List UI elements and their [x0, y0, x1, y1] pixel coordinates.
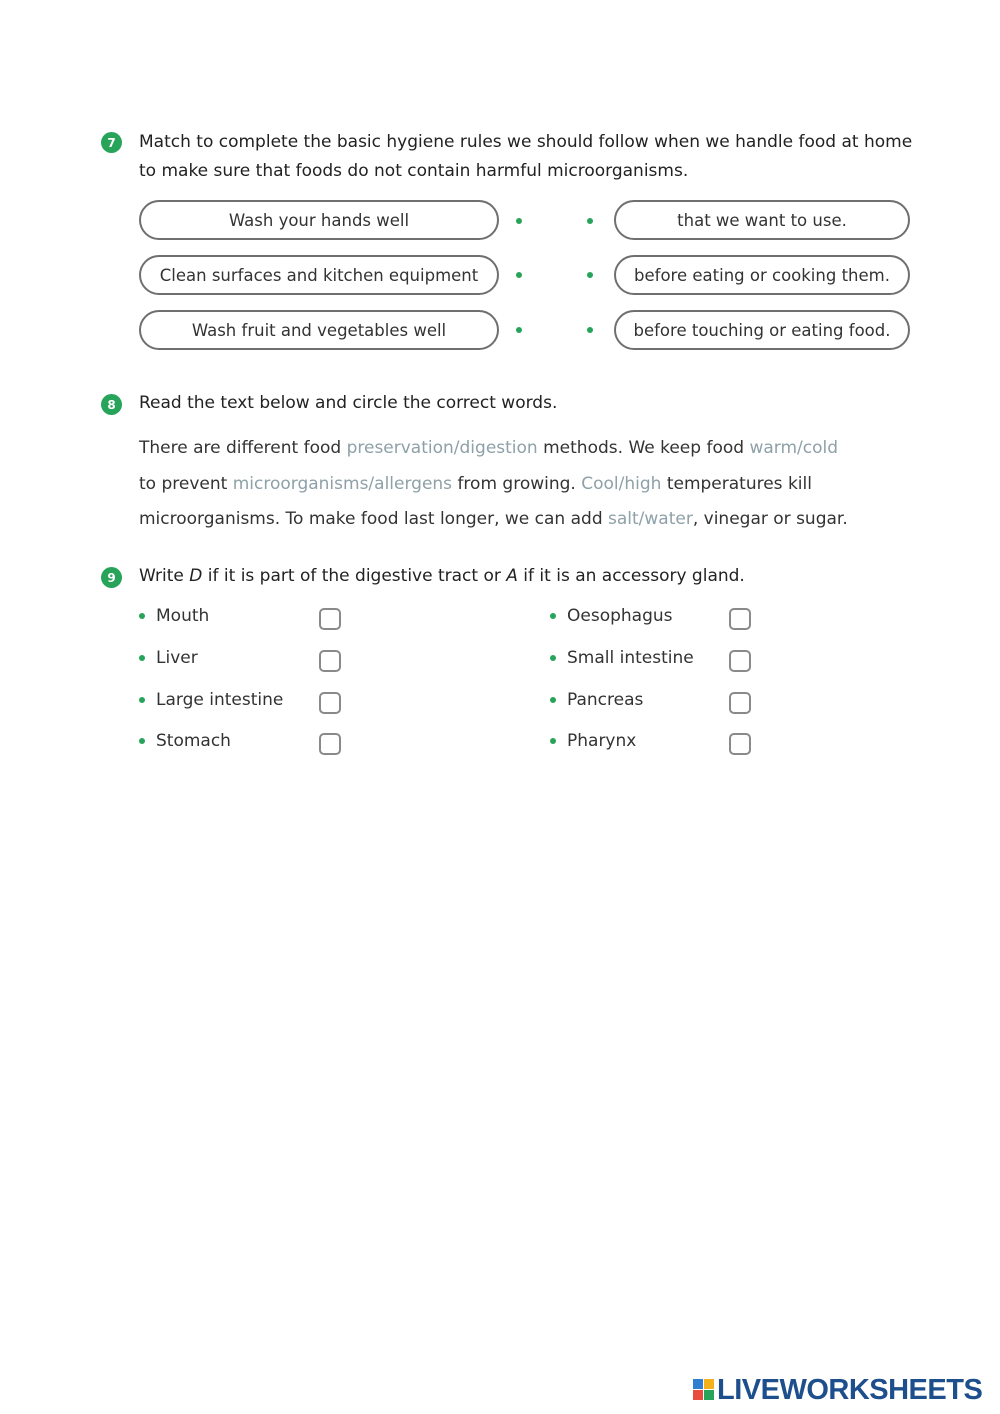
list-item-small-intestine: Small intestine	[550, 648, 694, 668]
match-dot-left-1[interactable]	[516, 218, 522, 224]
text-line-1: There are different food preservation/digestion methods. We keep food warm/cold	[139, 438, 839, 458]
answer-box-liver[interactable]	[319, 650, 341, 672]
list-item-pancreas: Pancreas	[550, 690, 643, 710]
bullet	[139, 697, 145, 703]
match-left-1[interactable]: Wash your hands well	[139, 200, 499, 240]
bullet	[550, 655, 556, 661]
question-7-title	[139, 128, 912, 186]
option-salt-water[interactable]: salt/water	[608, 509, 693, 529]
answer-box-large-intestine[interactable]	[319, 692, 341, 714]
list-item-mouth: Mouth	[139, 606, 209, 626]
option-microorganisms-allergens[interactable]: microorganisms/allergens	[232, 473, 453, 494]
option-cool-high[interactable]: Cool/high	[581, 473, 662, 494]
bullet	[139, 613, 145, 619]
match-left-2[interactable]: Clean surfaces and kitchen equipment	[139, 255, 499, 295]
answer-box-pancreas[interactable]	[729, 692, 751, 714]
question-9-title: Write D if it is part of the digestive tract or A if it is an accessory gland.	[139, 566, 745, 586]
match-left-3[interactable]: Wash fruit and vegetables well	[139, 310, 499, 350]
list-item-oesophagus: Oesophagus	[550, 606, 673, 626]
bullet	[550, 697, 556, 703]
question-8-title: Read the text below and circle the correct words.	[139, 393, 558, 413]
logo-text: LIVEWORKSHEETS	[717, 1373, 983, 1406]
match-dot-right-3[interactable]	[587, 327, 593, 333]
answer-box-pharynx[interactable]	[729, 733, 751, 755]
match-dot-right-2[interactable]	[587, 272, 593, 278]
list-item-large-intestine: Large intestine	[139, 690, 283, 710]
question-9-number: 9	[101, 567, 122, 588]
liveworksheets-logo	[693, 1373, 982, 1407]
question-7-number: 7	[101, 132, 122, 153]
match-dot-left-2[interactable]	[516, 272, 522, 278]
match-right-3[interactable]: before touching or eating food.	[614, 310, 910, 350]
question-8-text	[139, 431, 859, 538]
option-preservation-digestion[interactable]: preservation/digestion	[346, 438, 538, 458]
answer-box-small-intestine[interactable]	[729, 650, 751, 672]
match-right-2[interactable]: before eating or cooking them.	[614, 255, 910, 295]
bullet	[139, 738, 145, 744]
list-item-liver: Liver	[139, 648, 198, 668]
text-line-2: to prevent microorganisms/allergens from growing. Cool/high temperatures kill	[139, 473, 812, 494]
bullet	[139, 655, 145, 661]
logo-icon	[693, 1379, 715, 1401]
question-7-title-line2: to make sure that foods do not contain harmful microorganisms.	[139, 161, 689, 181]
text-line-3: microorganisms. To make food last longer, we can add salt/water, vinegar or sugar.	[139, 509, 848, 529]
match-dot-right-1[interactable]	[587, 218, 593, 224]
match-dot-left-3[interactable]	[516, 327, 522, 333]
bullet	[550, 738, 556, 744]
list-item-stomach: Stomach	[139, 731, 231, 751]
question-8-number: 8	[101, 394, 122, 415]
list-item-pharynx: Pharynx	[550, 731, 636, 751]
match-right-1[interactable]: that we want to use.	[614, 200, 910, 240]
answer-box-stomach[interactable]	[319, 733, 341, 755]
option-warm-cold[interactable]: warm/cold	[749, 438, 839, 458]
answer-box-oesophagus[interactable]	[729, 608, 751, 630]
question-7-title-line1: Match to complete the basic hygiene rules we should follow when we handle food at home	[139, 132, 913, 152]
answer-box-mouth[interactable]	[319, 608, 341, 630]
bullet	[550, 613, 556, 619]
